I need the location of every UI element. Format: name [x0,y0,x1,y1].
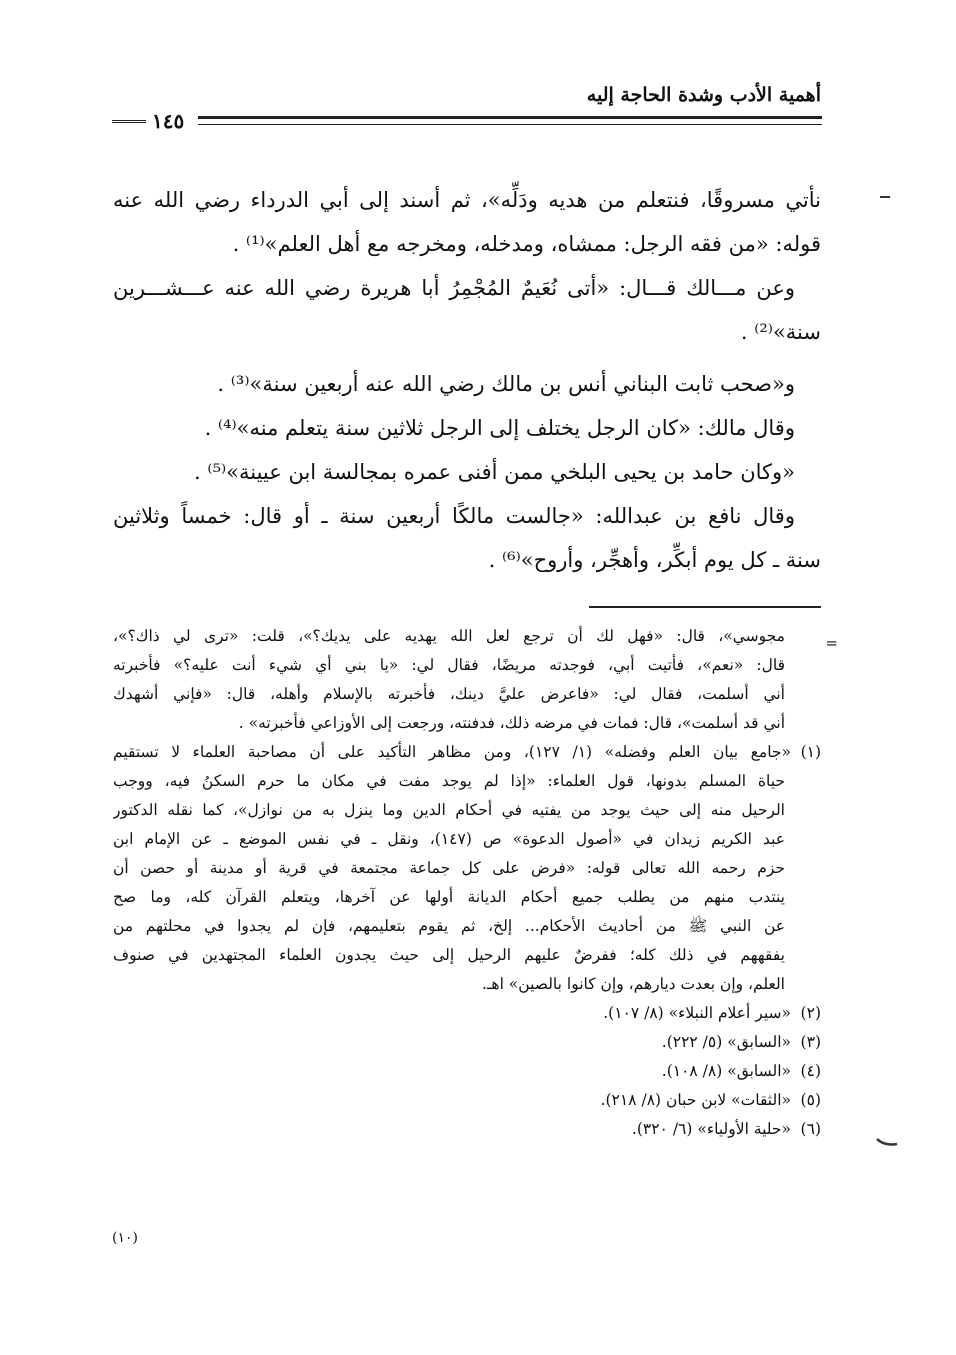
margin-mark [880,196,890,198]
text-line: وقال مالك: «كان الرجل يختلف إلى الرجل ثلاثين سنة يتعلم منه»⁽⁴⁾ . [204,416,795,440]
margin-mark [876,1137,898,1147]
text-line: وقال نافع بن عبدالله: «جالست مالكًا أربعين سنة ـ أو قال: خمساً وثلاثين [113,504,795,528]
footnote-line: حزم رحمه الله تعالى قوله: «فرض على كل جماعة مجتمعة في قرية أو مدينة أو حصن أن [113,859,785,877]
footnote-number: (٣) [800,1033,821,1051]
footnote-text: «السابق» (٥/ ٢٢٢). [661,1033,791,1051]
footnote-2 [113,999,821,1028]
footnote-line: يفقههم في ذلك كله؛ ففرضٌ عليهم الرحيل إلى حيث يجدون العلماء المجتهدين في صنوف [113,946,785,964]
footnote-text: «جامع بيان العلم وفضله» (١/ ١٢٧)، ومن مظاهر التأكيد على أن مصاحبة العلماء لا تستقيم [113,743,792,761]
main-text [113,178,821,582]
footnote-text: «سير أعلام النبلاء» (٨/ ١٠٧). [603,1004,791,1022]
footnote-1 [113,738,821,767]
text-line: قوله: «من فقه الرجل: ممشاه، ومدخله، ومخرجه مع أهل العلم»⁽¹⁾ . [232,232,821,256]
footnote-line: العلم، وإن بعدت ديارهم، وإن كانوا بالصين» اهـ. [481,975,785,993]
footnote-line: عن النبي ﷺ من أحاديث الأحكام... إلخ، ثم يقوم بتعليمهم، فإن لم يجدوا في محلتهم من [113,917,785,935]
text-line: سنة ـ كل يوم أبكِّر، وأهجِّر، وأروح»⁽⁶⁾ . [488,548,821,572]
page-code: (١٠) [112,1230,138,1246]
footnote-number: (٦) [800,1120,821,1138]
footnote-6 [113,1115,821,1144]
footnote-number: (١) [800,743,821,761]
footnote-number: (٤) [800,1062,821,1080]
footnote-4 [113,1057,821,1086]
footnote-line: قال: «نعم»، فأتيت أبي، فوجدته مريضًا، فقال لي: «يا بني أي شيء أنت عليه؟» فأخبرته [113,656,785,674]
header-rule [198,116,822,125]
footnote-line: أني أسلمت، فقال لي: «فاعرض عليَّ دينك، فأخبرته بالإسلام وأهله، قال: «فإني أشهدك [113,685,785,703]
footnote-line: الرحيل منه إلى حيث يوجد من يفتيه في أحكام الدين وما ينزل به من نوازل»، كما نقله الدكتور [113,801,785,819]
header-rule-short [112,120,146,123]
footnote-line: ينتدب منهم من يطلب جميع أحكام الديانة أولها عن آخرها، ويتعلم القرآن كله، وما صح [113,888,785,906]
footnote-text: «الثقات» لابن حبان (٨/ ٢١٨). [600,1091,791,1109]
text-line: وعن مـــالك قـــال: «أتى نُعَيمٌ المُجْمِرُ أبا هريرة رضي الله عنه عـــشـــرين [113,276,795,300]
footnote-line: عبد الكريم زيدان في «أصول الدعوة» ص (١٤٧)، ونقل ـ في نفس الموضع ـ عن الإمام ابن [113,830,785,848]
footnote-line: مجوسي»، قال: «فهل لك أن ترجع لعل الله يهديه على يديك؟»، قلت: «ترى لي ذاك؟»، [113,627,785,645]
running-head: أهمية الأدب وشدة الحاجة إليه [586,84,821,106]
text-line: سنة»⁽²⁾ . [740,320,821,344]
footnote-separator [589,606,821,608]
text-line: «وكان حامد بن يحيى البلخي ممن أفنى عمره بمجالسة ابن عيينة»⁽⁵⁾ . [194,460,795,484]
footnote-number: (٥) [800,1091,821,1109]
text-line: و«صحب ثابت البناني أنس بن مالك رضي الله عنه أربعين سنة»⁽³⁾ . [217,372,795,396]
footnote-number: (٢) [800,1004,821,1022]
page-number: ١٤٥ [152,109,185,133]
footnotes [113,622,821,1144]
text-line: نأتي مسروقًا، فنتعلم من هديه ودَلِّه»، ثم أسند إلى أبي الدرداء رضي الله عنه [113,188,821,212]
footnote-text: «حلية الأولياء» (٦/ ٣٢٠). [631,1120,791,1138]
footnote-text: «السابق» (٨/ ١٠٨). [661,1062,791,1080]
continuation-mark: = [825,634,838,652]
footnote-3 [113,1028,821,1057]
footnote-line: حياة المسلم بدونها، قول العلماء: «إذا لم يوجد مفت في مكان ما حرم السكنُ فيه، ووجب [113,772,785,790]
footnote-5 [113,1086,821,1115]
footnote-line: أني قد أسلمت»، قال: فمات في مرضه ذلك، فدفنته، ورجعت إلى الأوزاعي فأخبرته» . [238,714,785,732]
